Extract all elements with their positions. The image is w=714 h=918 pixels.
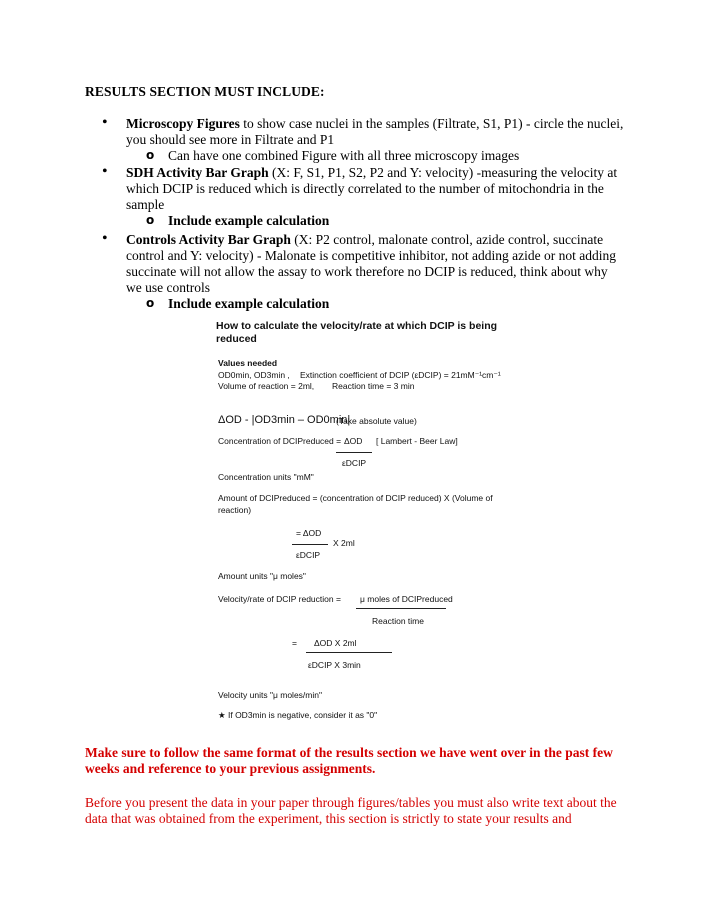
velocity2-numerator: ΔOD X 2ml	[314, 638, 357, 648]
volume-of-reaction: Volume of reaction = 2ml,	[218, 381, 315, 391]
amount-units: Amount units "μ moles"	[218, 571, 306, 581]
sub-bullet-text: Can have one combined Figure with all three microscopy images	[168, 148, 520, 163]
velocity-label: Velocity/rate of DCIP reduction =	[218, 594, 341, 604]
delta-od-formula: ΔOD - |OD3min – OD0min|	[218, 414, 351, 426]
fraction-bar	[336, 452, 372, 453]
sub-bullet-icon: o	[146, 296, 155, 310]
sub-bullet-text: Include example calculation	[168, 296, 330, 311]
velocity-denominator: Reaction time	[372, 616, 424, 626]
bullet-body: to show case nuclei in the samples (Filtrate, S1, P1) - circle the nuclei, you should see more in Filtrate and P1	[126, 116, 624, 147]
fraction-bar	[356, 608, 446, 609]
amount-times-volume: X 2ml	[333, 538, 355, 548]
data-text-instruction: Before you present the data in your paper through figures/tables you must also write text about the data that was obtained from the experiment, this section is strictly to state your results and	[85, 795, 617, 826]
sub-bullet-icon: o	[146, 213, 155, 227]
bullet-text	[126, 232, 626, 296]
bullet-bold-label: Controls Activity Bar Graph	[126, 232, 291, 247]
equals-sign: =	[292, 638, 297, 648]
concentration-denominator: εDCIP	[342, 458, 367, 468]
values-needed-label: Values needed	[218, 358, 278, 368]
reaction-time: Reaction time = 3 min	[332, 381, 415, 391]
velocity-units: Velocity units "μ moles/min"	[218, 690, 322, 700]
fraction-bar	[306, 652, 392, 653]
amount-denominator: εDCIP	[296, 550, 321, 560]
bullet-bold-label: SDH Activity Bar Graph	[126, 165, 269, 180]
extinction-coefficient: Extinction coefficient of DCIP (εDCIP) = 21mM⁻¹cm⁻¹	[300, 370, 501, 380]
bullet-body: (X: F, S1, P1, S2, P2 and Y: velocity) -measuring the velocity at which DCIP is reduced which is directly correlated to the number of mitochondria in the sample	[126, 165, 618, 212]
negative-od-note: ★ If OD3min is negative, consider it as "0"	[218, 710, 378, 720]
fraction-bar	[292, 544, 328, 545]
concentration-numerator: ΔOD	[344, 436, 363, 446]
amount-label: Amount of DCIPreduced = (concentration of DCIP reduced) X (Volume of reaction)	[218, 493, 493, 515]
concentration-units: Concentration units "mM"	[218, 472, 314, 482]
formula-title: How to calculate the velocity/rate at which DCIP is being reduced	[216, 320, 498, 345]
bullet-bold-label: Microscopy Figures	[126, 116, 240, 131]
take-absolute-note: (Take absolute value)	[336, 416, 417, 426]
bullet-icon: •	[102, 114, 108, 131]
velocity-numerator: μ moles of DCIPreduced	[360, 594, 453, 604]
bullet-text	[126, 165, 626, 213]
bullet-icon: •	[102, 230, 108, 247]
sub-bullet-text: Include example calculation	[168, 213, 330, 228]
bullet-body: (X: P2 control, malonate control, azide control, succinate control and Y: velocity) - Malonate is competitive inhibitor, not adding azide or not adding succinate will not allow the assay to work therefore no DCIP is reduced, think about why we use controls	[126, 232, 616, 295]
velocity2-denominator: εDCIP X 3min	[308, 660, 361, 670]
velocity-formula-figure	[208, 318, 508, 728]
od-values: OD0min, OD3min ,	[218, 370, 290, 380]
amount-numerator: = ΔOD	[296, 528, 322, 538]
bullet-icon: •	[102, 163, 108, 180]
format-reminder: Make sure to follow the same format of the results section we have went over in the past few weeks and reference to your previous assignments.	[85, 745, 613, 776]
concentration-label: Concentration of DCIPreduced =	[218, 436, 342, 446]
lambert-beer-law: [ Lambert - Beer Law]	[376, 436, 458, 446]
sub-bullet-icon: o	[146, 148, 155, 162]
bullet-text	[126, 116, 626, 148]
section-heading: RESULTS SECTION MUST INCLUDE:	[85, 84, 325, 99]
